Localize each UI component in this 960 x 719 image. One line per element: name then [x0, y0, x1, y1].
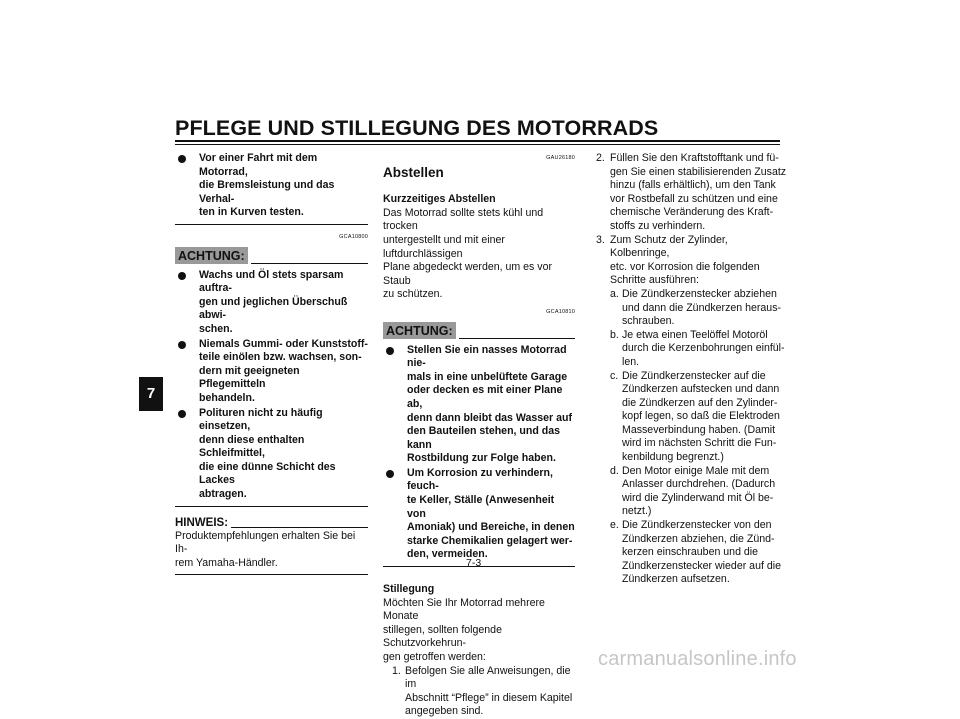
step-1 [383, 665, 575, 719]
notice-list [175, 269, 368, 502]
notice-item [383, 344, 575, 466]
substep-line: Anlasser durchdrehen. (Dadurch [622, 478, 776, 491]
bullet-line: ten in Kurven testen. [199, 206, 304, 219]
step-line: Füllen Sie den Kraftstofftank und fü- [610, 152, 779, 164]
step-line: hinzu (falls erhältlich), um den Tank [610, 179, 776, 192]
notice-line-text: Um Korrosion zu verhindern, feuch- [407, 466, 553, 493]
title-rule-thin [175, 144, 780, 145]
hinweis-text [175, 530, 368, 571]
notice-line-text: schen. [199, 322, 233, 335]
notice-header [383, 322, 575, 339]
substep-line: Die Zündkerzenstecker von den [622, 519, 772, 532]
notice-line-text: oder decken es mit einer Plane ab, [407, 384, 563, 410]
substep-line: kerzen einschrauben und die [622, 546, 759, 559]
text-line: Möchten Sie Ihr Motorrad mehrere Monate [383, 596, 545, 623]
short-heading: Kurzzeitiges Abstellen [383, 193, 496, 206]
step-line: vor Rostbefall zu schützen und eine [610, 192, 778, 205]
middle-column [383, 152, 575, 719]
substep-line: Die Zündkerzenstecker abziehen [622, 287, 777, 300]
substep-a [596, 288, 788, 329]
notice-line-text: behandeln. [199, 391, 255, 404]
substep-letter: d. [610, 464, 619, 477]
substep-line: Die Zündkerzenstecker auf die [622, 369, 766, 382]
text-line: stillegen, sollten folgende Schutzvorkehrun- [383, 623, 502, 650]
text-line: Plane abgedeckt werden, um es vor Staub [383, 261, 553, 287]
notice-line-text: Stellen Sie ein nasses Motorrad nie- [407, 343, 567, 370]
substep-line: Masseverbindung haben. (Damit [622, 423, 776, 436]
notice-line-text: die eine dünne Schicht des Lackes [199, 460, 336, 487]
step-3 [596, 234, 788, 288]
short-text [383, 207, 575, 302]
bullet-line: Vor einer Fahrt mit dem Motorrad, [199, 152, 318, 178]
storage-text [383, 597, 575, 665]
notice-list [383, 344, 575, 563]
substep-line: und dann die Zündkerzen heraus- [622, 301, 782, 314]
substep-line: die Zündkerzen auf den Zylinder- [622, 396, 778, 409]
separator [175, 506, 368, 507]
notice-line-text: den, vermeiden. [407, 548, 488, 561]
notice-line-text: Polituren nicht zu häufig einsetzen, [199, 406, 323, 433]
notice-line-text: abtragen. [199, 488, 247, 501]
bullet-brake-test [175, 152, 368, 220]
substep-line: len. [622, 355, 640, 368]
substep-letter: a. [610, 287, 619, 300]
substep-line: wird die Zylinderwand mit Öl be- [622, 491, 774, 504]
separator [175, 224, 368, 225]
notice-header [175, 247, 368, 264]
text-line: untergestellt und mit einer luftdurchlässigen [383, 233, 505, 260]
text-line: Das Motorrad sollte stets kühl und trocken [383, 206, 544, 233]
notice-line-text: Wachs und Öl stets sparsam auftra- [199, 268, 344, 295]
step-number: 2. [596, 152, 605, 164]
substep-line: Den Motor einige Male mit dem [622, 464, 770, 477]
substep-line: Zündkerzenstecker wieder auf die [622, 559, 781, 572]
substep-line: durch die Kerzenbohrungen einfül- [622, 342, 785, 355]
substep-letter: e. [610, 519, 619, 532]
substep-letter: b. [610, 328, 619, 341]
notice-line-text: Rostbildung zur Folge haben. [407, 452, 556, 465]
notice-code: GCA10800 [339, 233, 368, 240]
right-column [596, 152, 788, 587]
substep-line: kenbildung begrenzt.) [622, 451, 724, 464]
substep-line: netzt.) [622, 505, 652, 518]
hinweis-line-text: Produktempfehlungen erhalten Sie bei Ih- [175, 529, 356, 556]
page-title: PFLEGE UND STILLEGUNG DES MOTORRADS [175, 116, 659, 140]
notice-line-text: gen und jeglichen Überschuß abwi- [199, 295, 348, 322]
substep-line: Je etwa einen Teelöffel Motoröl [622, 328, 768, 341]
substep-line: kopf legen, so daß die Elektroden [622, 410, 780, 423]
notice-code: GCA10810 [546, 308, 575, 315]
chapter-tab: 7 [139, 377, 163, 411]
substep-e [596, 519, 788, 587]
watermark: carmanualsonline.info [598, 648, 797, 670]
step-line: chemische Veränderung des Kraft- [610, 206, 774, 219]
notice-line-text: starke Chemikalien gelagert wer- [407, 534, 573, 547]
substep-line: Zündkerzen aufstecken und dann [622, 383, 780, 396]
title-rule [175, 140, 780, 142]
substep-line: wird im nächsten Schritt die Fun- [622, 437, 777, 450]
bullet-line: die Bremsleistung und das Verhal- [199, 179, 335, 205]
notice-line [251, 263, 368, 264]
substep-line: Zündkerzen aufsetzen. [622, 573, 730, 586]
notice-item [175, 407, 368, 502]
text-line: gen getroffen werden: [383, 651, 486, 663]
text-line: zu schützen. [383, 288, 443, 301]
notice-line-text: mals in eine unbelüftete Garage [407, 370, 568, 383]
step-line: Zum Schutz der Zylinder, Kolbenringe, [610, 233, 728, 260]
step-line: angegeben sind. [405, 705, 484, 718]
step-line: Schritte ausführen: [610, 274, 699, 287]
substep-d [596, 465, 788, 519]
left-column [175, 152, 368, 575]
notice-line-text: Amoniak) und Bereiche, in denen [407, 521, 575, 534]
step-line: Befolgen Sie alle Anweisungen, die im [405, 664, 571, 691]
notice-line-text: denn dann bleibt das Wasser auf [407, 411, 573, 424]
notice-line-text: te Keller, Ställe (Anwesenheit von [407, 494, 555, 520]
substep-b [596, 329, 788, 370]
substep-c [596, 370, 788, 465]
step-number: 1. [392, 664, 401, 677]
substep-line: Zündkerzen abziehen, die Zünd- [622, 532, 775, 545]
separator [175, 574, 368, 575]
hinweis-line [231, 527, 368, 528]
substep-letter: c. [610, 369, 619, 382]
step-line: Abschnitt “Pflege” in diesem Kapitel [405, 691, 573, 704]
hinweis-line-text: rem Yamaha-Händler. [175, 556, 278, 569]
notice-line-text: den Bauteilen stehen, und das kann [407, 425, 561, 451]
step-2 [596, 152, 788, 234]
hinweis-label: HINWEIS: [175, 516, 229, 529]
notice-line-text: denn diese enthalten Schleifmittel, [199, 433, 305, 460]
step-line: stoffs zu verhindern. [610, 219, 706, 232]
notice-item [383, 467, 575, 562]
step-line: gen Sie einen stabilisierenden Zusatz [610, 165, 787, 178]
notice-label: ACHTUNG: [175, 247, 248, 264]
notice-item [175, 269, 368, 337]
hinweis-header [175, 517, 368, 530]
section-code: GAU26180 [546, 155, 575, 161]
storage-heading: Stillegung [383, 583, 435, 596]
notice-line-text: dern mit geeigneten Pflegemitteln [199, 364, 300, 391]
notice-label: ACHTUNG: [383, 322, 456, 339]
notice-line-text: teile einölen bzw. wachsen, son- [199, 351, 362, 364]
notice-line-text: Niemals Gummi- oder Kunststoff- [199, 337, 368, 350]
section-title: Abstellen [383, 164, 444, 180]
step-line: etc. vor Korrosion die folgenden [610, 260, 760, 273]
notice-line [459, 338, 575, 339]
page-number: 7-3 [466, 557, 482, 569]
notice-item [175, 338, 368, 406]
step-number: 3. [596, 233, 605, 246]
substep-line: schrauben. [622, 315, 675, 328]
